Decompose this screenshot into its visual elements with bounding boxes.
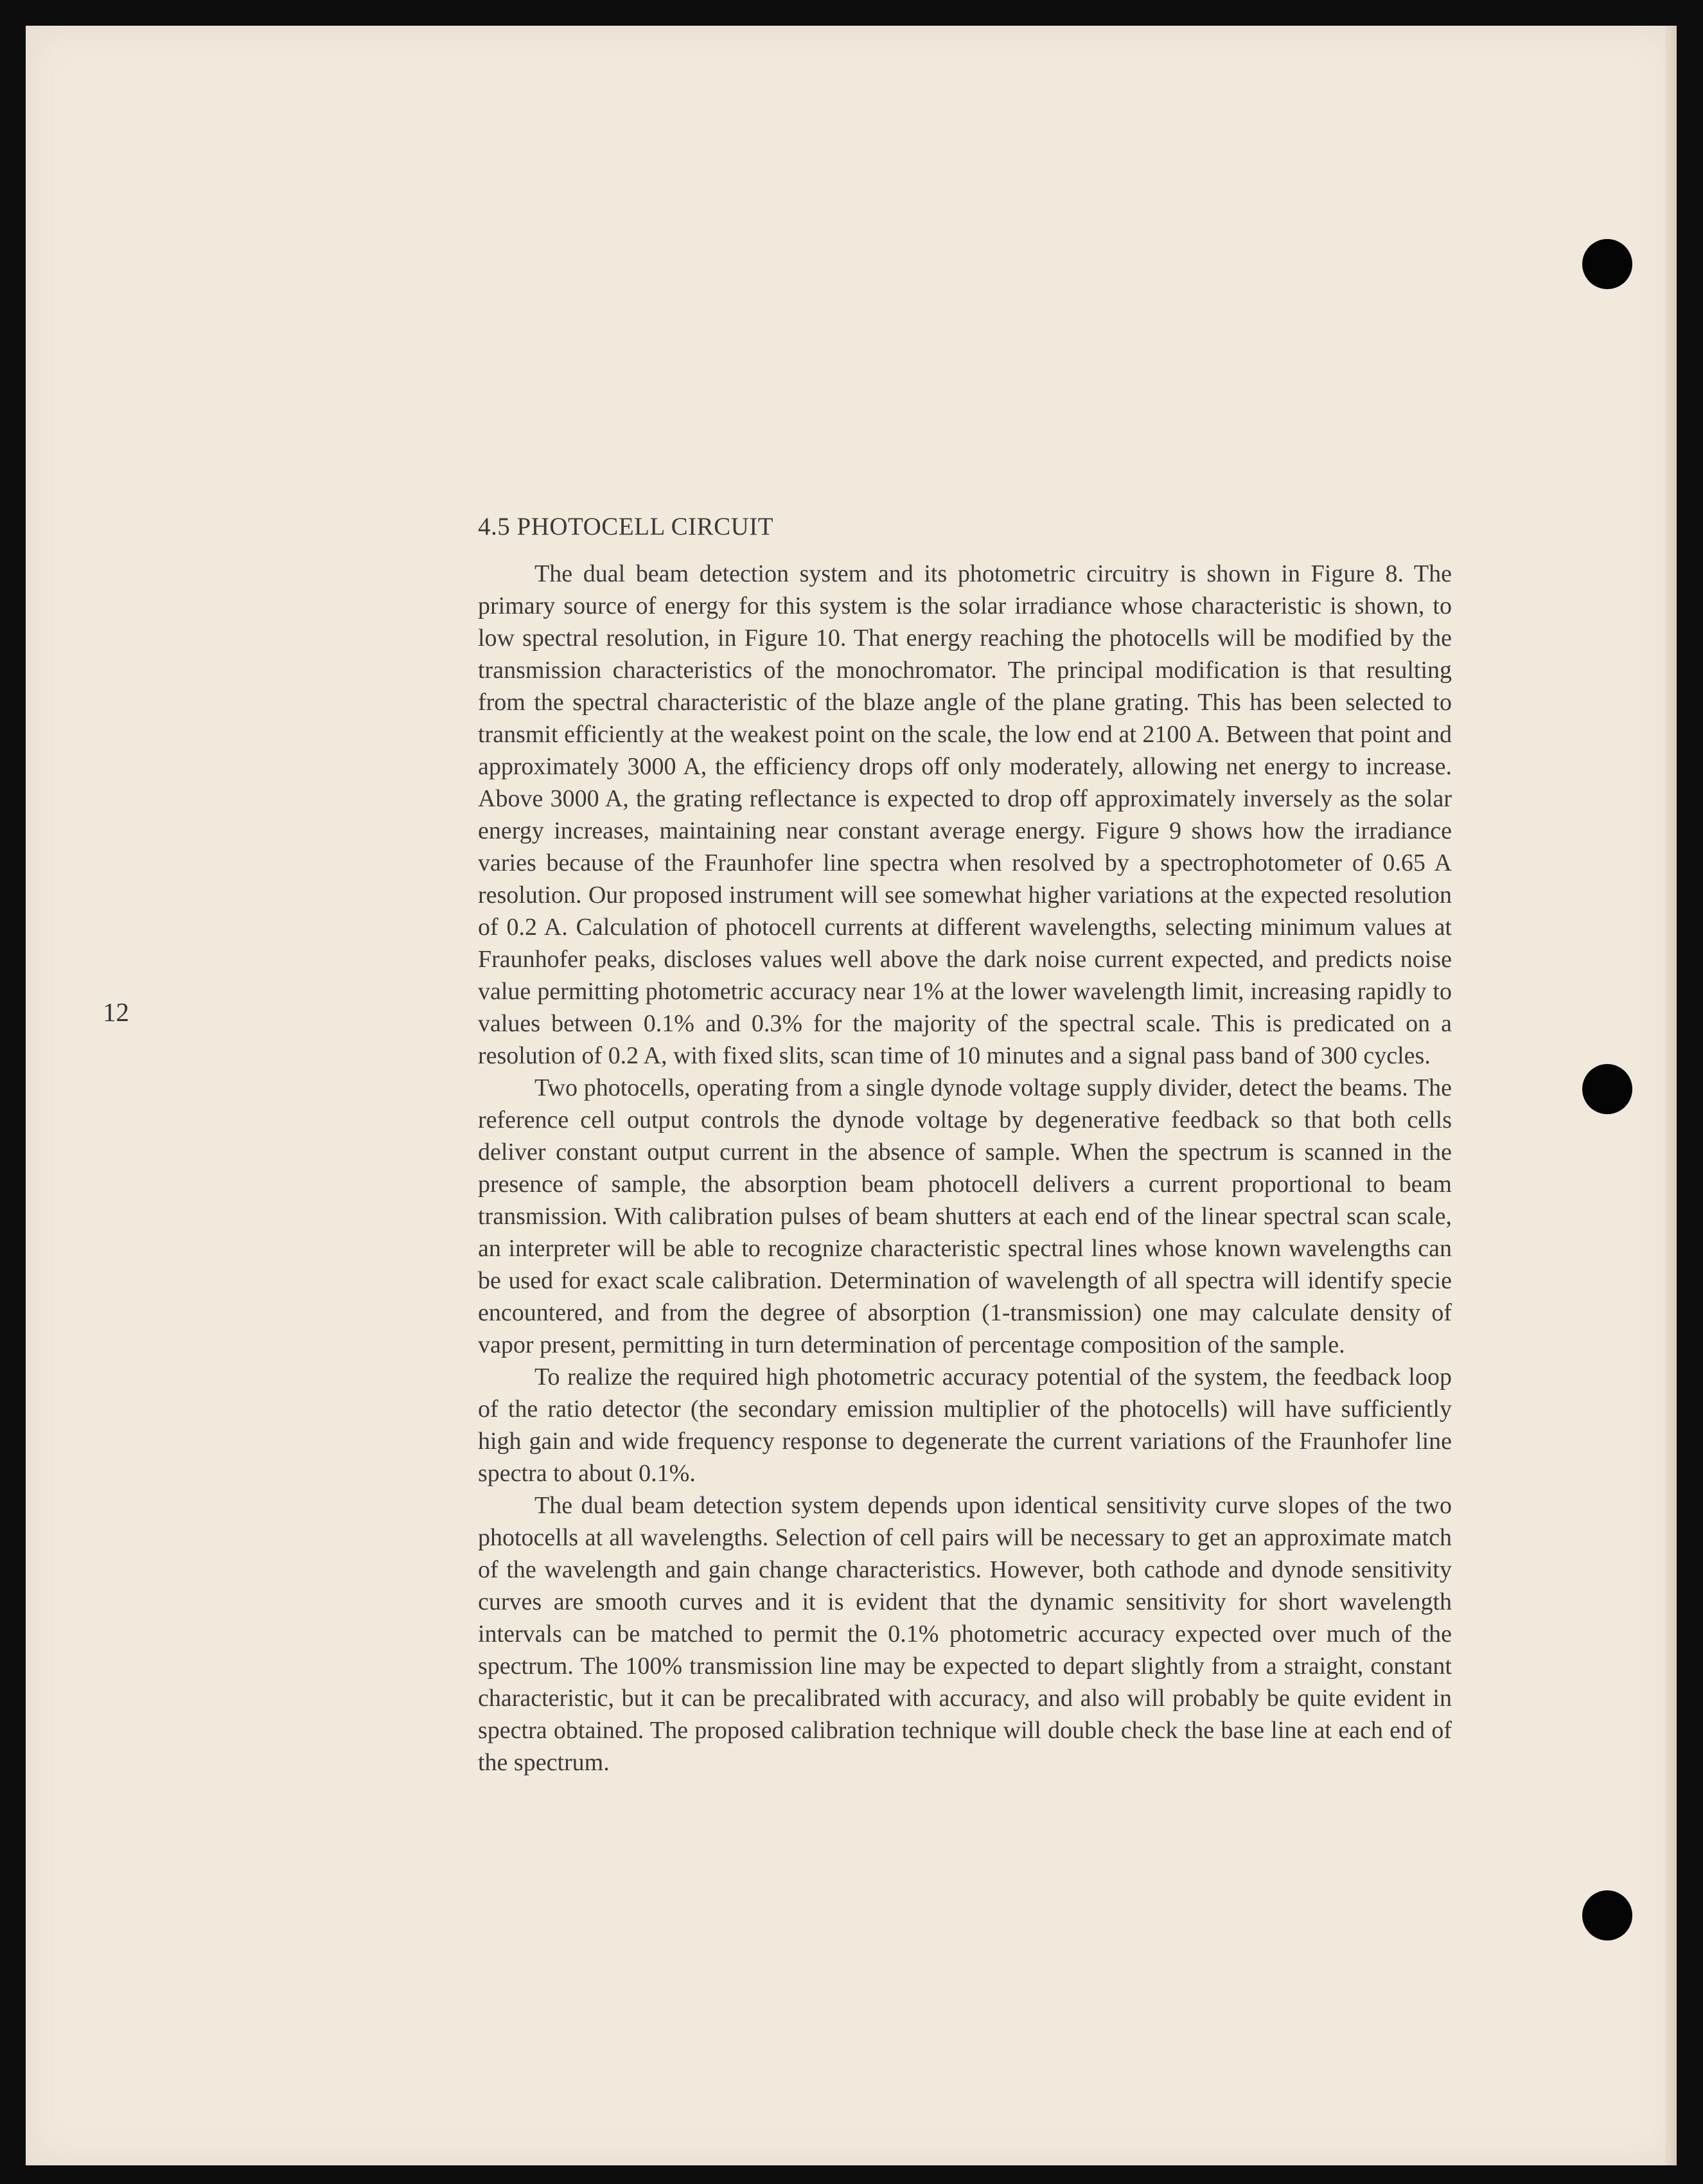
paragraph-4: The dual beam detection system depends upon identical sensitivity curve slopes of the two photocells at all wavelengths. Selection of cell pairs will be necessary to get an approximate match of the wavelength and gain change characteristics. However, both cathode and dynode sensitivity curves are smooth curves and it is evident that the dynamic sensitivity for short wavelength intervals can be matched to permit the 0.1% photometric accuracy expected over much of the spectrum. The 100% transmission line may be expected to depart slightly from a straight, constant characteristic, but it can be precalibrated with accuracy, and also will probably be quite evident in spectra obtained. The proposed calibration technique will double check the base line at each end of the spectrum. [478, 1492, 1452, 1776]
section-heading: 4.5 PHOTOCELL CIRCUIT [478, 513, 774, 540]
binder-hole-bottom [1582, 1890, 1632, 1940]
binder-hole-middle [1582, 1064, 1632, 1114]
page-number: 12 [103, 997, 129, 1027]
paragraph-1: The dual beam detection system and its photometric circuitry is shown in Figure 8. The primary source of energy for this system is the solar irradiance whose characteristic is shown, to low spectral resolution, in Figure 10. That energy reaching the photocells will be modified by the transmission characteristics of the monochromator. The principal modification is that resulting from the spectral characteristic of the blaze angle of the plane grating. This has been selected to transmit efficiently at the weakest point on the scale, the low end at 2100 A. Between that point and approximately 3000 A, the efficiency drops off only moderately, allowing net energy to increase. Above 3000 A, the grating reflectance is expected to drop off approximately inversely as the solar energy increases, maintaining near constant average energy. Figure 9 shows how the irradiance varies because of the Fraunhofer line spectra when resolved by a spectrophotometer of 0.65 A resolution. Our proposed instrument will see somewhat higher variations at the expected resolution of 0.2 A. Calculation of photocell currents at different wavelengths, selecting minimum values at Fraunhofer peaks, discloses values well above the dark noise current expected, and predicts noise value permitting photometric accuracy near 1% at the lower wavelength limit, increasing rapidly to values between 0.1% and 0.3% for the majority of the spectral scale. This is predicated on a resolution of 0.2 A, with fixed slits, scan time of 10 minutes and a signal pass band of 300 cycles. [478, 560, 1452, 1069]
paragraph-2: Two photocells, operating from a single dynode voltage supply divider, detect the beams. The reference cell output controls the dynode voltage by degenerative feedback so that both cells deliver constant output current in the absence of sample. When the spectrum is scanned in the presence of sample, the absorption beam photocell delivers a current proportional to beam transmission. With calibration pulses of beam shutters at each end of the linear spectral scan scale, an interpreter will be able to recognize characteristic spectral lines whose known wavelengths can be used for exact scale calibration. Determination of wavelength of all spectra will identify specie encountered, and from the degree of absorption (1-transmission) one may calculate density of vapor present, permitting in turn determination of percentage composition of the sample. [478, 1074, 1452, 1358]
section-content [478, 511, 1452, 1779]
paragraph-3: To realize the required high photometric accuracy potential of the system, the feedback loop of the ratio detector (the secondary emission multiplier of the photocells) will have sufficiently high gain and wide frequency response to degenerate the current variations of the Fraunhofer line spectra to about 0.1%. [478, 1363, 1452, 1487]
binder-hole-top [1582, 239, 1632, 289]
paper-right-edge [1665, 26, 1677, 2165]
